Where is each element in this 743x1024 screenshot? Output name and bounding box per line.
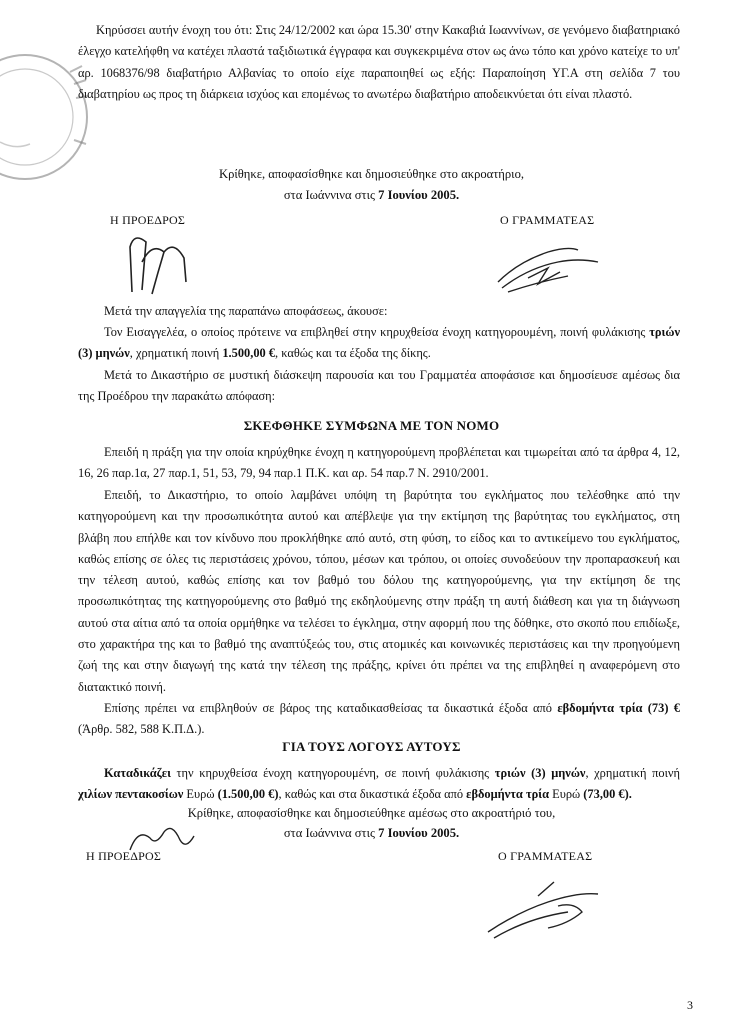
- date-value: 7 Ιουνίου 2005.: [378, 826, 460, 840]
- sentence-fine-words: χιλίων πεντακοσίων: [78, 787, 184, 802]
- sentence-costs-amount: (73,00 €).: [583, 787, 632, 802]
- prosecutor-text: Τον Εισαγγελέα, ο οποίος πρότεινε να επιβληθεί στην κηρυχθείσα ένοχη κατηγορουμένη, ποινή φυλάκισης: [104, 325, 646, 339]
- verdict-line-2: διαβατηριακό έλεγχο κατελήφθη να κατέχει πλαστά ταξιδιωτικά έγγραφα και συγκεκριμένα στον ως άνω τόπο και: [78, 23, 680, 59]
- prosecutor-fine: 1.500,00 €: [222, 346, 276, 361]
- date-value: 7 Ιουνίου 2005.: [378, 188, 460, 202]
- secretary-label: Ο ΓΡΑΜΜΑΤΕΑΣ: [500, 213, 595, 227]
- prosecutor-paragraph: [78, 322, 680, 365]
- secretary-signature-icon: [488, 232, 618, 302]
- sentence-text-4: , καθώς και στα δικαστικά έξοδα από: [278, 787, 467, 802]
- prosecutor-months: τριών (3) μηνών: [78, 325, 680, 361]
- costs-paragraph: [78, 698, 680, 741]
- sentence-text-3: Ευρώ: [183, 787, 218, 802]
- verdict-line-4: σελίδα 7 του διαβατηρίου ως προς τη διάρκεια ισχύος και επομένως το ανωτέρω διαβατήριο αποδεικνύεται ότι είναι: [78, 65, 680, 101]
- closing-line: Κρίθηκε, αποφασίσθηκε και δημοσιεύθηκε αμέσως στο ακροατήριό του,: [187, 806, 556, 820]
- sentence-months: τριών (3) μηνών: [494, 766, 586, 780]
- secretary-signature-icon: [478, 872, 618, 952]
- closing-date-2: [0, 826, 743, 841]
- closing-statement-2: [0, 806, 743, 821]
- closing-statement-1: [0, 167, 743, 182]
- sentence-verb: Καταδικάζει: [104, 766, 171, 780]
- section-heading-reasons: ΓΙΑ ΤΟΥΣ ΛΟΓΟΥΣ ΑΥΤΟΥΣ: [282, 739, 461, 754]
- sentence-fine-amount: (1.500,00 €): [217, 787, 279, 802]
- costs-reference: (Άρθρ. 582, 588 Κ.Π.Δ.).: [78, 722, 205, 737]
- date-prefix: στα Ιωάννινα στις: [283, 826, 379, 840]
- verdict-paragraph: [78, 20, 680, 105]
- date-prefix: στα Ιωάννινα στις: [283, 188, 379, 202]
- page-number: 3: [687, 998, 693, 1012]
- deliberation-paragraph: Μετά το Δικαστήριο σε μυστική διάσκεψη παρουσία και του Γραμματέα αποφάσισε και δημοσίευσε αμέσως δια της Προέδρου την παρακάτω απόφαση:: [78, 368, 680, 404]
- announcement-paragraph: Μετά την απαγγελία της παραπάνω αποφάσεως, άκουσε:: [104, 304, 388, 318]
- secretary-label: Ο ΓΡΑΜΜΑΤΕΑΣ: [498, 849, 593, 863]
- president-signature-icon: [112, 222, 202, 302]
- reasoning-paragraph: Επειδή, το Δικαστήριο, το οποίο λαμβάνει υπόψη τη βαρύτητα του εγκλήματος που τελέσθηκε από την κατηγορούμενη και την προσωπικότητα αυτού και απέβλεψε για την εκτίμηση της βαρύτητας του εγκλήματος, στη βλάβη που επήλθε και τον κίνδυνο που προκλήθηκε από αυτό, στη φύση, το είδος και το αντικείμενο του εγκλήματος, καθώς επίσης σε όλες τις περιστάσεις χρόνου, τόπου, μέσων και τρόπου, οι οποίες συνοδεύουν την προπαρασκευή και την τέλεση αυτού, καθώς επίσης και τον βαθμό του δόλου της κατηγορούμενης, για την εκτίμηση δε της προσωπικότητας της κατηγορούμενης στο βαθμό της εκδηλούμενης στην πράξη τη αυτή διάθεση και για τη διάγνωση αυτού στα αίτια από τα οποία ορμήθηκε να τελέσει το έγκλημα, στην αφορμή που της δόθηκε, στο σκοπό που επιδίωξε, στο χαρακτήρα της και το βαθμό της αναπτύξεώς του, στις ατομικές και κοινωνικές περιστάσεις και την προηγούμενη ζωή της και στην διαγωγή της κατά την τέλεση της πράξης, κρίνει ότι πρέπει να της επιβληθεί η αναφερόμενη στο διατακτικό ποινή.: [78, 488, 680, 694]
- prosecutor-text-mid: , χρηματική ποινή: [129, 346, 223, 361]
- prosecutor-text-end: , καθώς και τα έξοδα της δίκης.: [275, 346, 431, 361]
- sentence-costs-words: εβδομήντα τρία: [466, 787, 550, 802]
- president-signature-icon: [120, 820, 200, 860]
- president-label: Η ΠΡΟΕΔΡΟΣ: [86, 849, 162, 863]
- sentence-paragraph: [78, 763, 680, 806]
- verdict-line-3: χρόνο κατείχε το υπ' αρ. 1068376/98 διαβατήριο Αλβανίας το οποίο είχε παραποιηθεί ως εξής: Παραποίηση ΥΓ.Α στη: [78, 44, 680, 80]
- costs-amount: εβδομήντα τρία (73) €: [557, 701, 680, 715]
- sentence-text-1: την κηρυχθείσα ένοχη κατηγορουμένη, σε ποινή φυλάκισης: [170, 766, 495, 780]
- verdict-line-1: Κηρύσσει αυτήν ένοχη του ότι: Στις 24/12/2002 και ώρα 15.30' στην Κακαβιά Ιωαννίνων, σε γενόμενο: [96, 23, 609, 37]
- sentence-text-2: , χρηματική ποινή: [585, 766, 681, 780]
- articles-paragraph: Επειδή η πράξη για την οποία κηρύχθηκε ένοχη η κατηγορούμενη προβλέπεται και τιμωρείται από τα άρθρα 4, 12, 16, 26 παρ.1α, 27 παρ.1, 51, 53, 79, 94 παρ.1 Π.Κ. και αρ. 54 παρ.7 Ν. 2910/2001.: [78, 445, 680, 481]
- verdict-line-5: πλαστό.: [592, 86, 633, 101]
- closing-date-1: [0, 188, 743, 203]
- closing-line: Κρίθηκε, αποφασίσθηκε και δημοσιεύθηκε στο ακροατήριο,: [218, 167, 525, 181]
- sentence-text-5: Ευρώ: [549, 787, 584, 802]
- section-heading-law: ΣΚΕΦΘΗΚΕ ΣΥΜΦΩΝΑ ΜΕ ΤΟΝ ΝΟΜΟ: [243, 418, 500, 433]
- costs-text: Επίσης πρέπει να επιβληθούν σε βάρος της καταδικασθείσας τα δικαστικά έξοδα από: [104, 701, 558, 715]
- president-label: Η ΠΡΟΕΔΡΟΣ: [110, 213, 186, 227]
